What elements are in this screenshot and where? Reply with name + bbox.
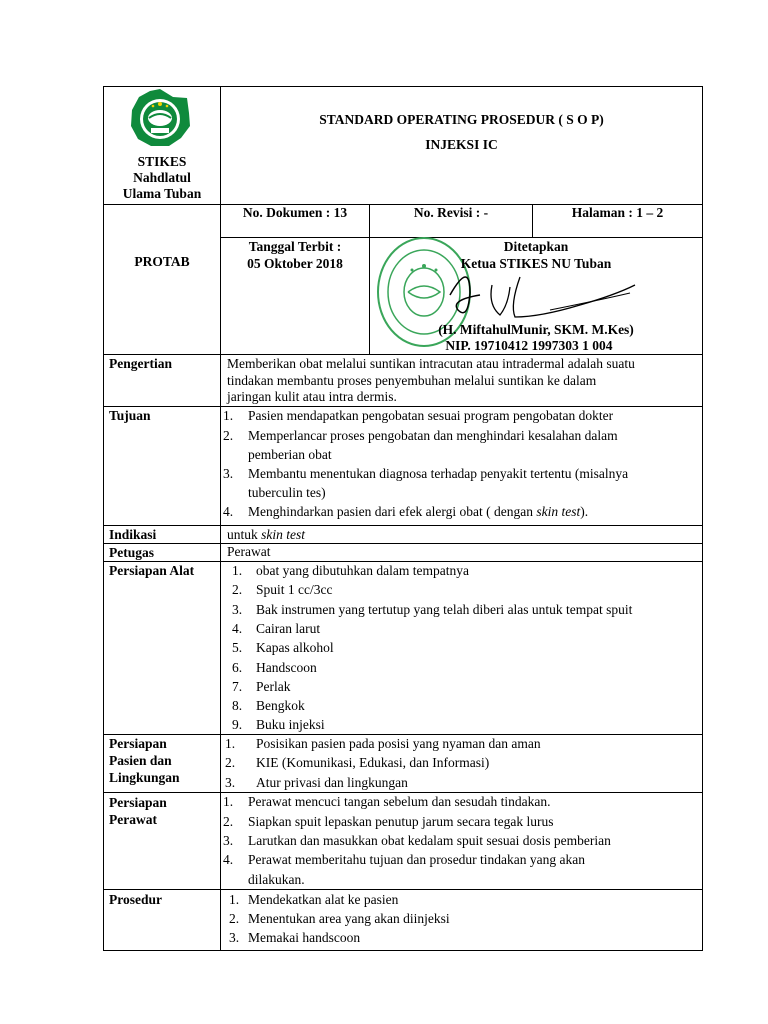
list-number: 1. <box>225 736 236 751</box>
persiapan-pasien-label-2: Pasien dan <box>109 753 172 768</box>
alat-item: Handscoon <box>256 660 317 675</box>
pengertian-line-2: tindakan membantu proses penyembuhan melalui suntikan ke dalam <box>227 373 597 388</box>
list-number: 2. <box>232 582 243 597</box>
list-number: 4. <box>232 621 243 636</box>
perawat-item-2: Siapkan spuit lepaskan penutup jarum secara tegak lurus <box>248 814 554 829</box>
persiapan-alat-label: Persiapan Alat <box>109 563 195 578</box>
row-line <box>103 543 703 544</box>
page-number: Halaman : 1 – 2 <box>571 205 664 220</box>
prosedur-item-3: Memakai handscoon <box>248 930 361 945</box>
tujuan-item-3-line-1: Membantu menentukan diagnosa terhadap penyakit tertentu (misalnya <box>248 466 629 481</box>
indikasi-italic: skin test <box>261 527 306 542</box>
nu-stikes-logo-icon <box>129 88 191 150</box>
list-number: 1. <box>223 408 234 423</box>
list-number: 8. <box>232 698 243 713</box>
list-number: 3. <box>225 775 236 790</box>
row-line <box>103 734 703 735</box>
list-number: 4. <box>223 852 234 867</box>
pengertian-line-3: jaringan kulit atau intra dermis. <box>227 389 397 404</box>
table-border-bottom <box>103 950 703 951</box>
petugas-value: Perawat <box>227 544 271 559</box>
institution-line-3: Ulama Tuban <box>122 186 202 201</box>
tujuan-item-4 <box>248 504 588 520</box>
row-line <box>103 406 703 407</box>
alat-item: obat yang dibutuhkan dalam tempatnya <box>256 563 469 578</box>
list-number: 3. <box>223 833 234 848</box>
institution-line-1: STIKES <box>137 154 187 169</box>
issue-date: 05 Oktober 2018 <box>247 256 343 271</box>
row-line <box>103 525 703 526</box>
list-number: 3. <box>229 930 240 945</box>
signer-nip: NIP. 19710412 1997303 1 004 <box>445 338 613 353</box>
alat-item: Bengkok <box>256 698 305 713</box>
row-line <box>103 792 703 793</box>
table-border-right <box>702 86 703 951</box>
pasien-item-1: Posisikan pasien pada posisi yang nyaman dan aman <box>256 736 541 751</box>
list-number: 1. <box>232 563 243 578</box>
institution-line-2: Nahdlatul <box>133 170 191 185</box>
pasien-item-3: Atur privasi dan lingkungan <box>256 775 408 790</box>
approved-by: Ketua STIKES NU Tuban <box>460 256 612 271</box>
signer-name: (H. MiftahulMunir, SKM. M.Kes) <box>438 322 634 337</box>
list-number: 9. <box>232 717 243 732</box>
list-number: 2. <box>225 755 236 770</box>
tujuan-item-2-line-2: pemberian obat <box>248 447 332 462</box>
indikasi-label: Indikasi <box>109 527 157 542</box>
issue-label: Tanggal Terbit : <box>248 239 342 254</box>
tujuan-label: Tujuan <box>109 408 151 423</box>
alat-item: Buku injeksi <box>256 717 325 732</box>
tujuan-item-1: Pasien mendapatkan pengobatan sesuai program pengobatan dokter <box>248 408 614 423</box>
pengertian-line-1: Memberikan obat melalui suntikan intracutan atau intradermal adalah suatu <box>227 356 635 371</box>
tujuan-item-4-italic: skin test <box>536 504 581 519</box>
table-border-left <box>103 86 104 951</box>
persiapan-pasien-label-1: Persiapan <box>109 736 167 751</box>
row-line <box>103 889 703 890</box>
pasien-item-2: KIE (Komunikasi, Edukasi, dan Informasi) <box>256 755 490 770</box>
protab-label: PROTAB <box>134 254 190 269</box>
alat-item: Perlak <box>256 679 291 694</box>
list-number: 3. <box>223 466 234 481</box>
list-number: 4. <box>223 504 234 519</box>
list-number: 7. <box>232 679 243 694</box>
persiapan-pasien-label-3: Lingkungan <box>109 770 180 785</box>
signature-icon <box>440 265 640 325</box>
list-number: 2. <box>223 814 234 829</box>
alat-item: Cairan larut <box>256 621 321 636</box>
document-title: STANDARD OPERATING PROSEDUR ( S O P) <box>319 112 604 127</box>
revision-number: No. Revisi : - <box>413 205 489 220</box>
document-number: No. Dokumen : 13 <box>242 205 348 220</box>
alat-item: Kapas alkohol <box>256 640 334 655</box>
petugas-label: Petugas <box>109 545 154 560</box>
document-subtitle: INJEKSI IC <box>425 137 498 152</box>
alat-item: Spuit 1 cc/3cc <box>256 582 333 597</box>
prosedur-label: Prosedur <box>109 892 162 907</box>
prosedur-item-1: Mendekatkan alat ke pasien <box>248 892 399 907</box>
list-number: 3. <box>232 602 243 617</box>
row-line <box>103 354 703 355</box>
list-number: 5. <box>232 640 243 655</box>
pengertian-label: Pengertian <box>109 356 172 371</box>
persiapan-perawat-label-1: Persiapan <box>109 795 167 810</box>
list-number: 1. <box>229 892 240 907</box>
prosedur-item-2: Menentukan area yang akan diinjeksi <box>248 911 450 926</box>
row-line <box>103 561 703 562</box>
perawat-item-4-line-1: Perawat memberitahu tujuan dan prosedur tindakan yang akan <box>248 852 586 867</box>
table-border-top <box>103 86 703 87</box>
list-number: 1. <box>223 794 234 809</box>
tujuan-item-4-end: ). <box>580 504 589 519</box>
tujuan-item-3-line-2: tuberculin tes) <box>248 485 326 500</box>
persiapan-perawat-label-2: Perawat <box>109 812 157 827</box>
alat-item: Bak instrumen yang tertutup yang telah diberi alas untuk tempat spuit <box>256 602 633 617</box>
list-number: 2. <box>223 428 234 443</box>
list-number: 2. <box>229 911 240 926</box>
indikasi-text: untuk <box>227 527 262 542</box>
tujuan-item-2-line-1: Memperlancar proses pengobatan dan menghindari kesalahan dalam <box>248 428 618 443</box>
indikasi-value <box>227 527 305 543</box>
perawat-item-3: Larutkan dan masukkan obat kedalam spuit sesuai dosis pemberian <box>248 833 611 848</box>
perawat-item-4-line-2: dilakukan. <box>248 872 305 887</box>
perawat-item-1: Perawat mencuci tangan sebelum dan sesudah tindakan. <box>248 794 551 809</box>
approved-label: Ditetapkan <box>503 239 569 254</box>
list-number: 6. <box>232 660 243 675</box>
tujuan-item-4-text: Menghindarkan pasien dari efek alergi obat ( dengan <box>248 504 537 519</box>
